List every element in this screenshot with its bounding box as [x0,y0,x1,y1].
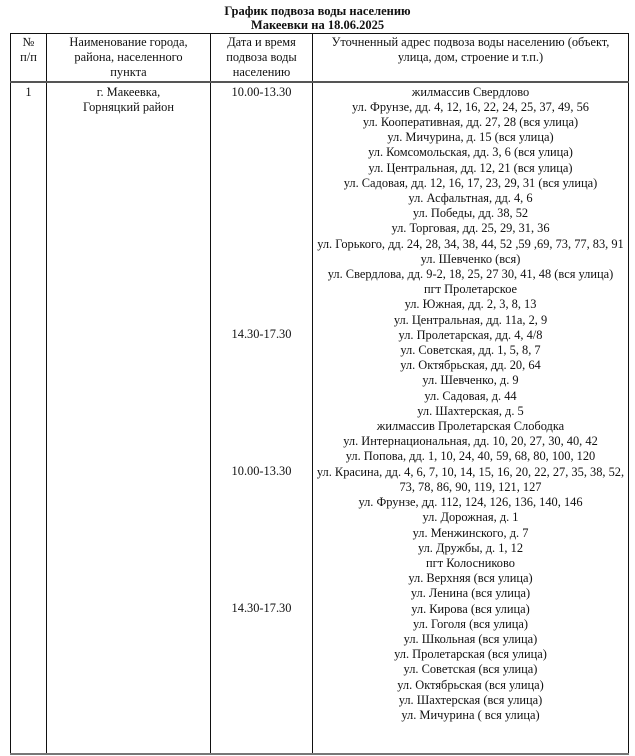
address-line: ул. Центральная, дд. 11а, 2, 9 [393,312,548,327]
document-title-line-1: График подвоза воды населению [224,4,411,18]
address-line: ул. Фрунзе, дд. 112, 124, 126, 136, 140, 146 [358,495,583,510]
address-line: жилмассив Свердлово [411,84,530,99]
address-line: ул. Шахтерская, д. 5 [417,403,524,418]
address-line: ул. Менжинского, д. 7 [412,525,529,540]
header-number: № п/п [11,34,47,82]
table-header [11,34,629,82]
address-line: ул. Шахтерская (вся улица) [398,692,543,707]
address-line: ул. Дорожная, д. 1 [422,510,519,525]
row-addresses [313,82,629,754]
address-line: ул. Садовая, дд. 12, 16, 17, 23, 29, 31 (вся улица) [343,175,598,190]
address-line: ул. Асфальтная, дд. 4, 6 [408,191,533,206]
header-address: Уточненный адрес подвоза воды населению (объект, улица, дом, строение и т.п.) [313,34,629,82]
address-line: ул. Шевченко (вся) [420,251,521,266]
table-row [11,82,629,754]
address-line: пгт Колосниково [426,555,515,570]
address-list [315,85,626,724]
address-line: ул. Горького, дд. 24, 28, 34, 38, 44, 52 ,59 ,69, 73, 77, 83, 91 [317,236,624,251]
address-line: ул. Мичурина, д. 15 (вся улица) [387,130,554,145]
address-line: ул. Верхняя (вся улица) [408,571,533,586]
address-line: ул. Октябрьская (вся улица) [397,677,544,692]
address-line: ул. Мичурина ( вся улица) [401,707,540,722]
address-line: ул. Пролетарская, дд. 4, 4/8 [398,327,543,342]
address-line: ул. Фрунзе, дд. 4, 12, 16, 22, 24, 25, 37, 49, 56 [352,99,589,114]
address-line: ул. Ленина (вся улица) [410,586,531,601]
address-line: пгт Пролетарское [423,282,518,297]
address-line: ул. Советская, дд. 1, 5, 8, 7 [400,343,541,358]
address-line: ул. Пролетарская (вся улица) [394,647,547,662]
address-line: ул. Садовая, д. 44 [424,388,517,403]
time-slot: 14.30-17.30 [231,600,292,615]
address-line: ул. Октябрьская, дд. 20, 64 [400,358,541,373]
address-line: ул. Интернациональная, дд. 10, 20, 27, 30, 40, 42 [343,434,598,449]
time-slot: 14.30-17.30 [231,326,292,341]
address-line: ул. Южная, дд. 2, 3, 8, 13 [404,297,537,312]
row-number: 1 [11,82,47,754]
time-slot: 10.00-13.30 [231,463,292,478]
header-locality: Наименование города, района, населенного пункта [47,34,211,82]
address-line: ул. Красина, дд. 4, 6, 7, 10, 14, 15, 16, 20, 22, 27, 35, 38, 52, 73, 78, 86, 90, 119, 121, 127 [316,464,625,494]
address-line: ул. Гоголя (вся улица) [412,616,528,631]
address-line: ул. Кооперативная, дд. 27, 28 (вся улица) [362,115,579,130]
address-line: ул. Свердлова, дд. 9-2, 18, 25, 27 30, 41, 48 (вся улица) [327,267,614,282]
address-line: ул. Дружбы, д. 1, 12 [417,540,524,555]
row-times [211,82,313,754]
address-line: ул. Попова, дд. 1, 10, 24, 40, 59, 68, 80, 100, 120 [345,449,596,464]
address-line: ул. Центральная, дд. 12, 21 (вся улица) [368,160,573,175]
water-delivery-schedule-table [10,33,629,755]
time-slot: 10.00-13.30 [231,84,292,99]
header-datetime: Дата и время подвоза воды населению [211,34,313,82]
address-line: ул. Победы, дд. 38, 52 [412,206,529,221]
row-locality: г. Макеевка, Горняцкий район [47,82,211,754]
address-line: ул. Комсомольская, дд. 3, 6 (вся улица) [368,145,573,160]
address-line: ул. Школьная (вся улица) [403,631,538,646]
address-line: ул. Советская (вся улица) [403,662,538,677]
address-line: ул. Кирова (вся улица) [411,601,530,616]
address-line: ул. Шевченко, д. 9 [422,373,519,388]
address-line: ул. Торговая, дд. 25, 29, 31, 36 [391,221,550,236]
address-line: жилмассив Пролетарская Слободка [376,419,565,434]
document-title-line-2: Макеевки на 18.06.2025 [250,18,385,32]
